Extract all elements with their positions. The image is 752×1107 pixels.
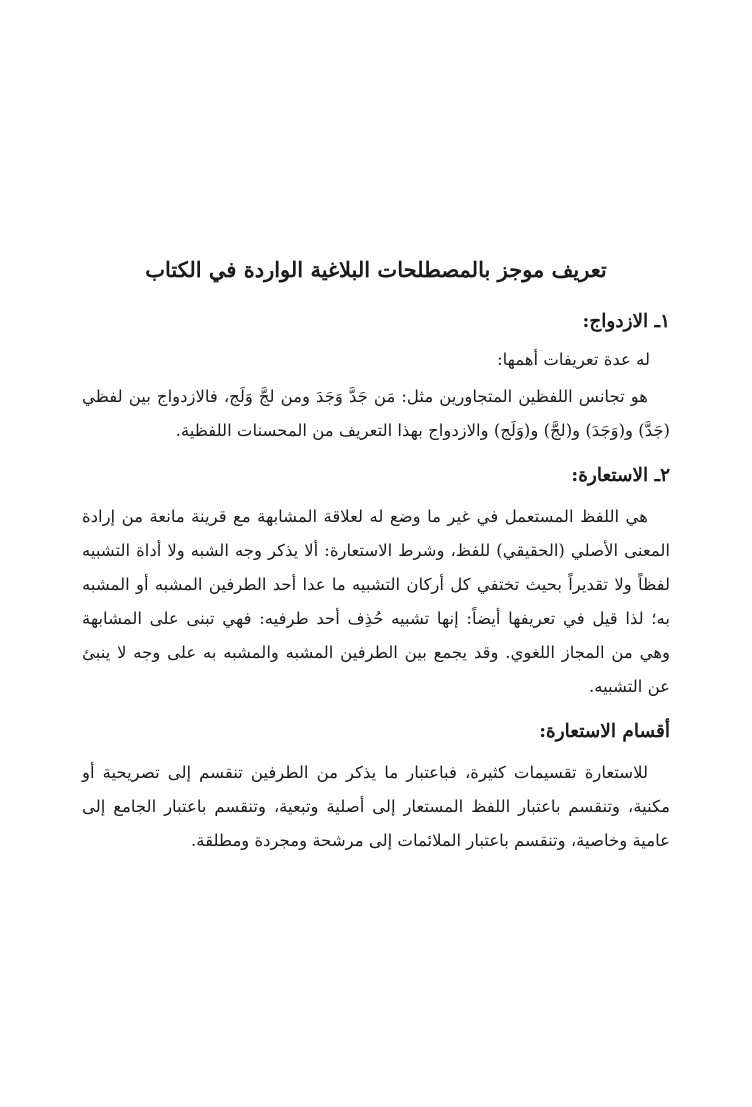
page-content — [82, 252, 670, 866]
paragraph: هو تجانس اللفظين المتجاورين مثل: مَن جَدَّ وَجَدَ ومن لجَّ وَلَج، فالازدواج بين لفظي (جَدَّ) و(وَجَدَ) و(لجَّ) و(وَلَج) والازدواج بهذا التعريف من المحسنات اللفظية. — [82, 387, 670, 440]
section-heading: ١ـ الازدواج: — [582, 311, 670, 332]
page-title: تعريف موجز بالمصطلحات البلاغية الواردة في الكتاب — [145, 257, 607, 282]
paragraph: هي اللفظ المستعمل في غير ما وضع له لعلاقة المشابهة مع قرينة مانعة من إرادة المعنى الأصلي (الحقيقي) للفظ، وشرط الاستعارة: ألا يذكر وجه الشبه ولا أداة التشبيه لفظاً ولا تقديراً بحيث تختفي كل أركان التشبيه ما عدا أحد الطرفين المشبه أو المشبه به؛ لذا قيل في تعريفها أيضاً: إنها تشبيه حُذِف أحد طرفيه: فهي تبنى على المشابهة وهي من المجاز اللغوي. وقد يجمع بين الطرفين المشبه والمشبه به على وجه لا ينبئ عن التشبيه. — [82, 507, 670, 696]
paragraph: للاستعارة تقسيمات كثيرة، فباعتبار ما يذكر من الطرفين تنقسم إلى تصريحية أو مكنية، وتنقسم باعتبار اللفظ المستعار إلى أصلية وتبعية، وتنقسم باعتبار الجامع إلى عامية وخاصية، وتنقسم باعتبار الملائمات إلى مرشحة ومجردة ومطلقة. — [82, 763, 670, 850]
section-heading: ٢ـ الاستعارة: — [571, 465, 670, 486]
section-heading: أقسام الاستعارة: — [539, 721, 670, 742]
section-istiara-types — [82, 716, 670, 858]
section-intro: له عدة تعريفات أهمها: — [497, 350, 650, 369]
section-istiara — [82, 460, 670, 704]
section-izdiwaj — [82, 306, 670, 448]
